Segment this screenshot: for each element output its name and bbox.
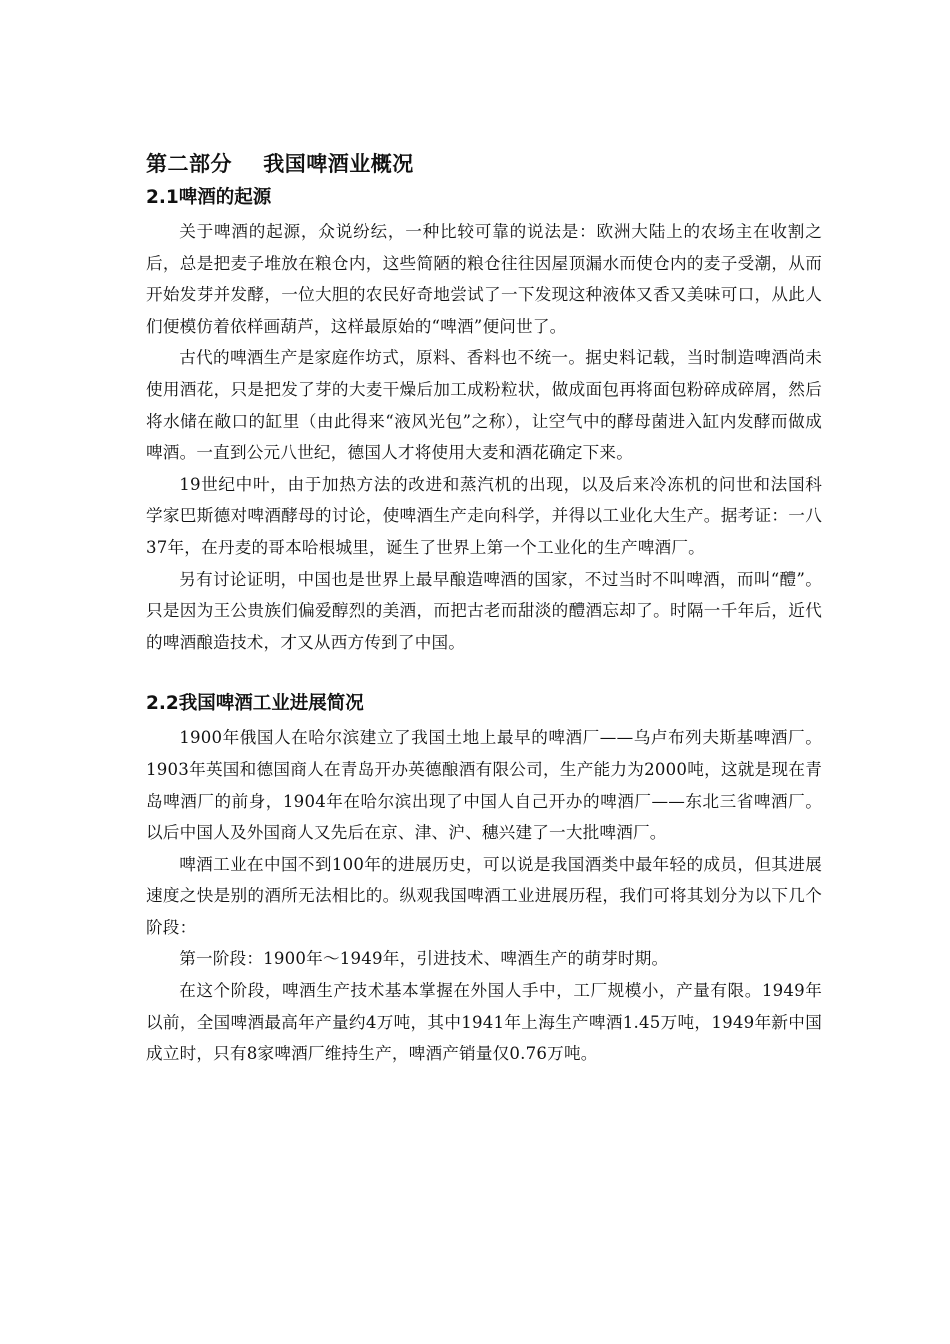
paragraph: 另有讨论证明，中国也是世界上最早酿造啤酒的国家，不过当时不叫啤酒，而叫“醴”。只是因为王公贵族们偏爱醇烈的美酒，而把古老而甜淡的醴酒忘却了。时隔一千年后，近代的啤酒酿造技术，才又从西方传到了中国。 [146,569,822,652]
part-title: 第二部分 我国啤酒业概况 [146,152,414,176]
section-heading: 2.2我国啤酒工业进展简况 [146,693,364,715]
section-heading: 2.1啤酒的起源 [146,187,272,208]
paragraph: 关于啤酒的起源，众说纷纭，一种比较可靠的说法是：欧洲大陆上的农场主在收割之后，总是把麦子堆放在粮仓内，这些简陋的粮仓往往因屋顶漏水而使仓内的麦子受潮，从而开始发芽并发酵，一位大胆的农民好奇地尝试了一下发现这种液体又香又美味可口，从此人们便模仿着依样画葫芦，这样最原始的“啤酒”便问世了。 [146,222,822,336]
paragraph: 第一阶段：1900年～1949年，引进技术、啤酒生产的萌芽时期。 [179,949,669,969]
section-origin-of-beer [146,180,822,658]
section-beer-industry-development [146,686,822,1070]
paragraph: 啤酒工业在中国不到100年的进展历史，可以说是我国酒类中最年轻的成员，但其进展速度之快是别的酒所无法相比的。纵观我国啤酒工业进展历程，我们可将其划分为以下几个阶段： [146,854,822,937]
paragraph: 19世纪中叶，由于加热方法的改进和蒸汽机的出现，以及后来冷冻机的问世和法国科学家巴斯德对啤酒酵母的讨论，使啤酒生产走向科学，并得以工业化大生产。据考证：一八37年，在丹麦的哥本哈根城里，诞生了世界上第一个工业化的生产啤酒厂。 [146,474,822,557]
document-body [146,148,822,1070]
paragraph: 1900年俄国人在哈尔滨建立了我国土地上最早的啤酒厂——乌卢布列夫斯基啤酒厂。1903年英国和德国商人在青岛开办英德酿酒有限公司，生产能力为2000吨，这就是现在青岛啤酒厂的前身，1904年在哈尔滨出现了中国人自己开办的啤酒厂——东北三省啤酒厂。以后中国人及外国商人又先后在京、津、沪、穗兴建了一大批啤酒厂。 [146,728,822,843]
paragraph: 古代的啤酒生产是家庭作坊式，原料、香料也不统一。据史料记载，当时制造啤酒尚未使用酒花，只是把发了芽的大麦干燥后加工成粉粒状，做成面包再将面包粉碎成碎屑，然后将水储在敞口的缸里（由此得来“液风光包”之称），让空气中的酵母菌进入缸内发酵而做成啤酒。一直到公元八世纪，德国人才将使用大麦和酒花确定下来。 [146,348,822,463]
paragraph: 在这个阶段，啤酒生产技术基本掌握在外国人手中，工厂规模小，产量有限。1949年以前，全国啤酒最高年产量约4万吨，其中1941年上海生产啤酒1.45万吨，1949年新中国成立时，只有8家啤酒厂维持生产，啤酒产销量仅0.76万吨。 [146,981,822,1064]
